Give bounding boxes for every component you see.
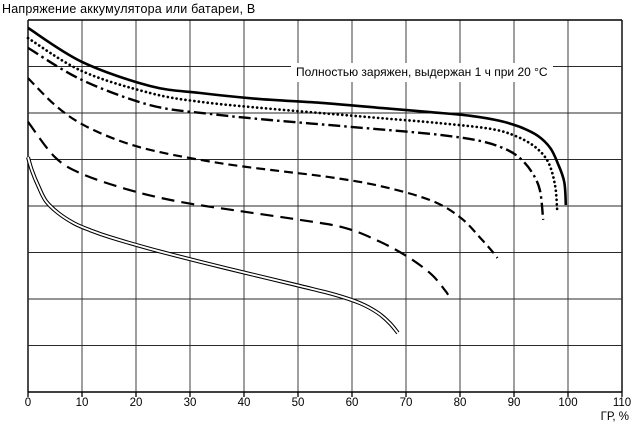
curve-dashed: [28, 78, 497, 258]
x-axis-tick-labels: [0, 397, 631, 411]
x-tick-label: 70: [399, 397, 413, 409]
x-tick-label: 80: [453, 397, 467, 409]
chart-annotation: Полностью заряжен, выдержан 1 ч при 20 °С: [291, 63, 553, 82]
x-tick-label: 30: [183, 397, 197, 409]
x-tick-label: 110: [612, 397, 631, 409]
x-tick-label: 90: [507, 397, 521, 409]
curve-double-line-inner: [28, 157, 398, 333]
x-tick-label: 0: [24, 397, 32, 409]
x-tick-label: 10: [75, 397, 89, 409]
curve-solid: [28, 28, 566, 205]
x-axis-unit-label: ГР, %: [600, 411, 629, 423]
x-tick-label: 60: [345, 397, 359, 409]
x-tick-label: 50: [291, 397, 305, 409]
x-tick-label: 40: [237, 397, 251, 409]
x-tick-label: 20: [129, 397, 143, 409]
chart-title: Напряжение аккумулятора или батареи, В: [2, 2, 256, 16]
curve-long-dashed: [28, 122, 448, 295]
curve-double-line: [28, 157, 398, 333]
x-tick-label: 100: [558, 397, 578, 409]
